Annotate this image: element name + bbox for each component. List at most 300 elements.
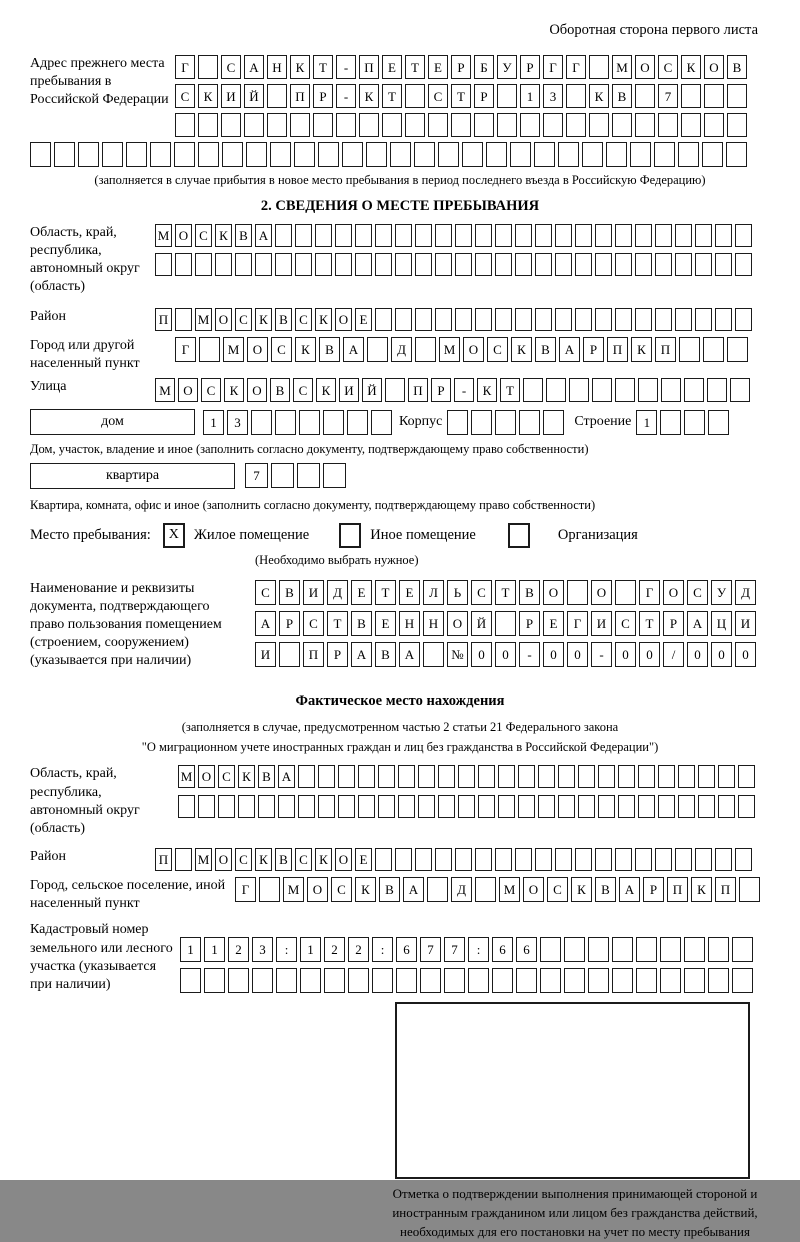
region-row-1 <box>155 224 752 247</box>
char-box <box>675 253 692 276</box>
char-box <box>405 84 425 108</box>
char-box: 2 <box>228 937 249 962</box>
char-box <box>598 765 615 788</box>
char-box: 0 <box>471 642 492 667</box>
actual-region-row-1 <box>178 765 755 788</box>
char-box: С <box>547 877 568 902</box>
char-box: С <box>175 84 195 108</box>
char-box <box>704 84 724 108</box>
char-box <box>367 337 388 362</box>
char-box <box>435 253 452 276</box>
char-box: 6 <box>396 937 417 962</box>
stay-type-label: Место пребывания: <box>30 526 151 543</box>
char-box: П <box>290 84 310 108</box>
char-box: О <box>591 580 612 605</box>
doc-block <box>30 580 770 671</box>
char-box: К <box>589 84 609 108</box>
char-box <box>415 337 436 362</box>
char-box: М <box>612 55 632 79</box>
char-box <box>358 795 375 818</box>
stay-type-note: (Необходимо выбрать нужное) <box>255 552 419 567</box>
char-box <box>318 795 335 818</box>
char-box: С <box>255 580 276 605</box>
char-box: Ь <box>447 580 468 605</box>
char-box: Е <box>399 580 420 605</box>
char-box <box>420 968 441 993</box>
char-box <box>595 308 612 331</box>
char-box: П <box>667 877 688 902</box>
char-box: П <box>155 308 172 331</box>
char-box <box>318 765 335 788</box>
char-box <box>678 142 699 167</box>
char-box: А <box>255 224 272 247</box>
char-box <box>515 224 532 247</box>
char-box <box>267 84 287 108</box>
prev-address-row-3 <box>175 113 747 137</box>
char-box: В <box>375 642 396 667</box>
char-box <box>278 795 295 818</box>
district-label: Район <box>30 308 66 324</box>
region-label: Область, край, республика, автономный округ (область) <box>30 224 140 295</box>
city-block <box>30 337 770 373</box>
char-box: 1 <box>204 937 225 962</box>
char-box <box>348 968 369 993</box>
stroenie-label: Строение <box>574 414 632 429</box>
char-box: О <box>447 611 468 636</box>
char-box: 7 <box>420 937 441 962</box>
char-box <box>78 142 99 167</box>
char-box: И <box>591 611 612 636</box>
char-box <box>259 877 280 902</box>
char-box: П <box>155 848 172 871</box>
char-box <box>428 113 448 137</box>
char-box <box>638 795 655 818</box>
char-box <box>615 224 632 247</box>
char-box: С <box>615 611 636 636</box>
char-box <box>558 765 575 788</box>
char-box: С <box>195 224 212 247</box>
char-box: Е <box>543 611 564 636</box>
char-box: К <box>224 378 244 402</box>
stay-option-zhiloe-label: Жилое помещение <box>193 526 310 543</box>
region-rows <box>155 224 752 276</box>
char-box: У <box>711 580 732 605</box>
char-box <box>543 410 564 435</box>
char-box <box>458 765 475 788</box>
char-box <box>438 765 455 788</box>
region-block <box>30 224 770 297</box>
char-box <box>30 142 51 167</box>
char-box <box>555 848 572 871</box>
char-box: 2 <box>348 937 369 962</box>
char-box: П <box>408 378 428 402</box>
char-box <box>715 848 732 871</box>
char-box <box>564 968 585 993</box>
char-box: О <box>543 580 564 605</box>
char-box: К <box>355 877 376 902</box>
char-box <box>695 308 712 331</box>
char-box <box>415 224 432 247</box>
char-box: В <box>595 877 616 902</box>
char-box: К <box>691 877 712 902</box>
char-box <box>462 142 483 167</box>
stay-type-block <box>30 523 770 548</box>
char-box <box>315 253 332 276</box>
char-box <box>458 795 475 818</box>
char-box <box>198 795 215 818</box>
char-box <box>244 113 264 137</box>
char-box <box>271 463 294 488</box>
char-box <box>423 642 444 667</box>
char-box: С <box>687 580 708 605</box>
actual-district-block <box>30 848 770 871</box>
char-box <box>414 142 435 167</box>
char-box <box>295 224 312 247</box>
char-box: М <box>195 308 212 331</box>
char-box <box>678 795 695 818</box>
char-box: Р <box>663 611 684 636</box>
char-box: Р <box>474 84 494 108</box>
char-box <box>198 113 218 137</box>
city-row <box>175 337 748 362</box>
char-box <box>279 642 300 667</box>
house-block <box>30 409 770 435</box>
actual-region-label: Область, край, республика, автономный округ (область) <box>30 766 140 836</box>
char-box: В <box>235 224 252 247</box>
char-box: А <box>619 877 640 902</box>
char-box: В <box>379 877 400 902</box>
actual-district-row <box>155 848 752 871</box>
char-box <box>492 968 513 993</box>
char-box <box>675 308 692 331</box>
korpus-label: Корпус <box>399 414 443 429</box>
char-box <box>598 795 615 818</box>
char-box <box>727 84 747 108</box>
char-box <box>575 308 592 331</box>
checkbox-zhiloe[interactable]: X <box>163 523 185 548</box>
char-box <box>474 113 494 137</box>
char-box: С <box>271 337 292 362</box>
char-box: В <box>275 848 292 871</box>
char-box: О <box>198 765 215 788</box>
char-box: А <box>403 877 424 902</box>
char-box <box>395 224 412 247</box>
doc-row-2 <box>255 611 756 636</box>
char-box: В <box>270 378 290 402</box>
page-side-note: Оборотная сторона первого листа <box>549 22 758 38</box>
char-box: 1 <box>300 937 321 962</box>
char-box: Т <box>382 84 402 108</box>
char-box: 2 <box>324 937 345 962</box>
char-box <box>215 253 232 276</box>
char-box <box>155 253 172 276</box>
char-box <box>495 253 512 276</box>
char-box <box>451 113 471 137</box>
char-box <box>606 142 627 167</box>
district-block <box>30 308 770 331</box>
char-box: Т <box>405 55 425 79</box>
char-box <box>335 224 352 247</box>
char-box <box>455 224 472 247</box>
char-box <box>299 410 320 435</box>
char-box <box>588 937 609 962</box>
char-box <box>615 308 632 331</box>
char-box: В <box>275 308 292 331</box>
char-box: С <box>303 611 324 636</box>
char-box: Г <box>566 55 586 79</box>
char-box <box>566 113 586 137</box>
char-box <box>735 253 752 276</box>
char-box: А <box>399 642 420 667</box>
char-box <box>566 84 586 108</box>
char-box: Т <box>495 580 516 605</box>
char-box: И <box>339 378 359 402</box>
char-box <box>418 765 435 788</box>
char-box: Н <box>423 611 444 636</box>
char-box <box>727 113 747 137</box>
char-box: Й <box>362 378 382 402</box>
char-box <box>655 308 672 331</box>
char-box <box>732 937 753 962</box>
char-box <box>478 795 495 818</box>
char-box <box>372 968 393 993</box>
char-box: С <box>235 848 252 871</box>
char-box <box>518 765 535 788</box>
char-box: А <box>559 337 580 362</box>
char-box <box>371 410 392 435</box>
char-box <box>575 224 592 247</box>
char-box <box>447 410 468 435</box>
char-box <box>495 410 516 435</box>
char-box <box>569 378 589 402</box>
char-box: И <box>303 580 324 605</box>
char-box <box>575 848 592 871</box>
actual-location-caption-2: "О миграционном учете иностранных граждан и лиц без гражданства в Российской Федерации") <box>141 740 659 755</box>
char-box: О <box>247 337 268 362</box>
char-box <box>535 308 552 331</box>
char-box: К <box>681 55 701 79</box>
apartment-caption: Квартира, комната, офис и иное (заполнить согласно документу, подтверждающему право собственности) <box>30 497 596 512</box>
char-box <box>578 795 595 818</box>
char-box <box>195 253 212 276</box>
char-box <box>318 142 339 167</box>
char-box <box>695 848 712 871</box>
char-box: : <box>372 937 393 962</box>
char-box <box>660 410 681 435</box>
char-box: : <box>468 937 489 962</box>
char-box <box>255 253 272 276</box>
char-box: У <box>497 55 517 79</box>
char-box <box>175 113 195 137</box>
char-box <box>595 224 612 247</box>
checkbox-inoe[interactable] <box>339 523 361 548</box>
char-box <box>684 937 705 962</box>
char-box <box>495 308 512 331</box>
char-box: К <box>315 848 332 871</box>
char-box: К <box>316 378 336 402</box>
house-caption: Дом, участок, владение и иное (заполнить согласно документу, подтверждающему право собственности) <box>30 442 589 456</box>
char-box <box>221 113 241 137</box>
actual-region-block <box>30 765 770 838</box>
char-box: Р <box>520 55 540 79</box>
cadastral-label: Кадастровый номер земельного или лесного участка (указывается при наличии) <box>30 922 173 992</box>
char-box <box>298 795 315 818</box>
char-box: Е <box>355 308 372 331</box>
char-box <box>703 337 724 362</box>
char-box: Д <box>391 337 412 362</box>
street-label: Улица <box>30 379 67 394</box>
char-box: Р <box>279 611 300 636</box>
char-box <box>375 253 392 276</box>
char-box <box>654 142 675 167</box>
char-box: Е <box>382 55 402 79</box>
char-box <box>592 378 612 402</box>
char-box: Р <box>327 642 348 667</box>
char-box <box>398 795 415 818</box>
char-box <box>535 848 552 871</box>
prev-address-row-1 <box>175 55 747 79</box>
char-box <box>478 765 495 788</box>
char-box <box>475 253 492 276</box>
char-box: С <box>487 337 508 362</box>
char-box <box>300 968 321 993</box>
char-box: - <box>336 84 356 108</box>
char-box <box>175 253 192 276</box>
char-box: Е <box>428 55 448 79</box>
char-box: М <box>439 337 460 362</box>
char-box <box>518 795 535 818</box>
char-box <box>567 580 588 605</box>
char-box: М <box>178 765 195 788</box>
cadastral-row-1 <box>180 937 753 962</box>
stay-option-org-label: Организация <box>557 526 638 543</box>
char-box <box>615 378 635 402</box>
char-box <box>519 410 540 435</box>
char-box <box>698 765 715 788</box>
char-box: О <box>335 848 352 871</box>
char-box <box>390 142 411 167</box>
char-box: О <box>215 308 232 331</box>
char-box <box>523 378 543 402</box>
char-box: В <box>351 611 372 636</box>
char-box: Г <box>543 55 563 79</box>
char-box: И <box>735 611 756 636</box>
char-box <box>486 142 507 167</box>
stay-option-inoe-label: Иное помещение <box>370 526 476 543</box>
char-box: К <box>359 84 379 108</box>
char-box: М <box>155 378 175 402</box>
char-box: О <box>307 877 328 902</box>
char-box <box>695 224 712 247</box>
actual-city-row <box>235 877 760 902</box>
char-box <box>738 795 755 818</box>
char-box: О <box>463 337 484 362</box>
char-box: Р <box>431 378 451 402</box>
char-box: А <box>278 765 295 788</box>
char-box <box>635 84 655 108</box>
char-box <box>396 968 417 993</box>
char-box <box>681 84 701 108</box>
char-box: С <box>293 378 313 402</box>
char-box <box>708 937 729 962</box>
char-box: Д <box>327 580 348 605</box>
char-box: 7 <box>658 84 678 108</box>
char-box <box>498 765 515 788</box>
char-box <box>294 142 315 167</box>
char-box <box>222 142 243 167</box>
char-box: К <box>571 877 592 902</box>
char-box <box>595 848 612 871</box>
char-box <box>378 765 395 788</box>
char-box <box>732 968 753 993</box>
char-box: А <box>343 337 364 362</box>
char-box <box>575 253 592 276</box>
char-box: К <box>255 308 272 331</box>
char-box: Т <box>500 378 520 402</box>
char-box <box>538 765 555 788</box>
char-box <box>675 848 692 871</box>
char-box: М <box>195 848 212 871</box>
char-box: О <box>178 378 198 402</box>
char-box: Р <box>451 55 471 79</box>
char-box: Н <box>267 55 287 79</box>
korpus-cells <box>447 410 564 435</box>
char-box <box>338 795 355 818</box>
street-row <box>155 378 750 402</box>
char-box: Д <box>735 580 756 605</box>
char-box <box>658 795 675 818</box>
checkbox-organizaciya[interactable] <box>508 523 530 548</box>
char-box <box>635 253 652 276</box>
char-box: - <box>519 642 540 667</box>
char-box: С <box>295 308 312 331</box>
char-box: П <box>359 55 379 79</box>
char-box <box>612 113 632 137</box>
char-box <box>355 253 372 276</box>
char-box: 3 <box>543 84 563 108</box>
char-box <box>684 410 705 435</box>
char-box: - <box>591 642 612 667</box>
char-box <box>635 848 652 871</box>
char-box: 0 <box>615 642 636 667</box>
char-box: С <box>658 55 678 79</box>
char-box: Г <box>175 337 196 362</box>
char-box: 1 <box>203 410 224 435</box>
char-box <box>636 968 657 993</box>
char-box <box>707 378 727 402</box>
char-box <box>315 224 332 247</box>
char-box: Г <box>175 55 195 79</box>
char-box <box>275 224 292 247</box>
house-box-label: дом <box>30 409 195 435</box>
char-box <box>198 55 218 79</box>
char-box: Т <box>313 55 333 79</box>
char-box: - <box>454 378 474 402</box>
char-box <box>546 378 566 402</box>
char-box: : <box>276 937 297 962</box>
street-block <box>30 378 770 402</box>
char-box <box>497 113 517 137</box>
char-box: 1 <box>636 410 657 435</box>
char-box: М <box>283 877 304 902</box>
char-box <box>342 142 363 167</box>
char-box <box>555 308 572 331</box>
char-box <box>336 113 356 137</box>
char-box <box>695 253 712 276</box>
char-box: 7 <box>245 463 268 488</box>
char-box <box>258 795 275 818</box>
region-row-2 <box>155 253 752 276</box>
